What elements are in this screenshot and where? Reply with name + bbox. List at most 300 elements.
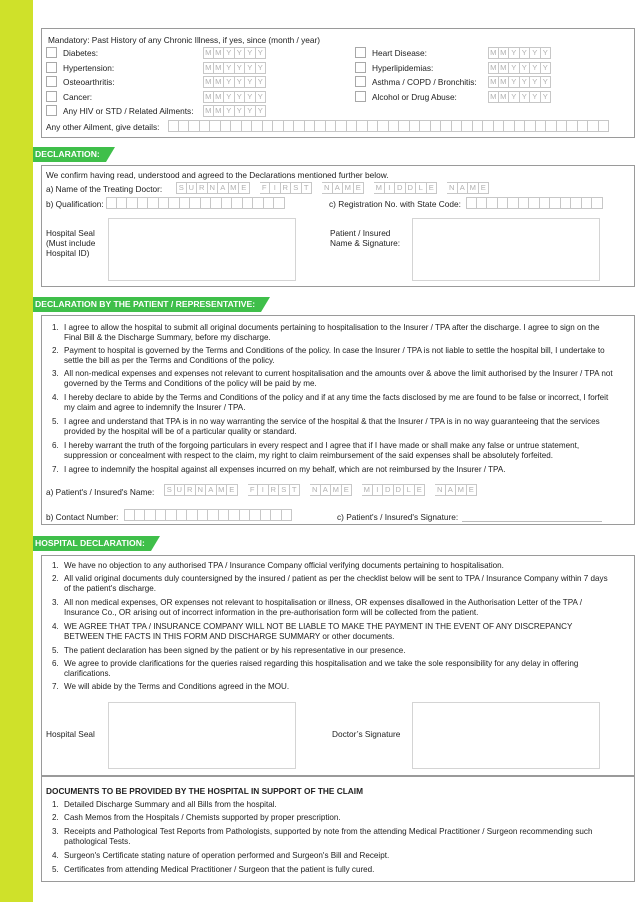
since-date-field[interactable] — [488, 91, 551, 103]
char-cell[interactable]: M — [374, 182, 385, 194]
char-cell[interactable]: Y — [224, 91, 235, 103]
since-date-field[interactable] — [203, 105, 266, 117]
char-cell[interactable] — [498, 197, 509, 209]
banner-arrow — [261, 297, 270, 312]
char-cell[interactable] — [274, 197, 285, 209]
hospital-declaration-section — [41, 555, 635, 776]
char-cell[interactable]: M — [488, 62, 499, 74]
char-cell[interactable] — [159, 197, 170, 209]
char-cell[interactable] — [263, 120, 274, 132]
illness-checkbox[interactable] — [46, 91, 57, 102]
char-cell[interactable]: U — [175, 484, 186, 496]
char-cell[interactable] — [567, 120, 578, 132]
char-cell[interactable]: R — [281, 182, 292, 194]
item-text: The patient declaration has been signed by the patient or by his representative in our presence. — [64, 646, 406, 655]
seal-label-line-1: Hospital Seal — [46, 228, 95, 238]
char-cell[interactable]: Y — [530, 62, 541, 74]
char-cell[interactable]: M — [488, 47, 499, 59]
char-cell[interactable]: Y — [520, 76, 531, 88]
illness-checkbox[interactable] — [355, 47, 366, 58]
chronic-illness-title: Mandatory: Past History of any Chronic Illness, if yes, since (month / year) — [48, 35, 321, 45]
char-cell[interactable]: Y — [245, 91, 256, 103]
char-cell[interactable] — [452, 120, 463, 132]
patient-signature-line[interactable] — [462, 521, 602, 522]
char-cell[interactable] — [599, 120, 610, 132]
char-cell[interactable] — [168, 120, 179, 132]
item-text: We agree to provide clarifications for the queries raised regarding this hospitalisation and we take the sole responsibility for any delay in offering clarifications. — [64, 659, 579, 678]
char-cell[interactable] — [180, 197, 191, 209]
char-cell[interactable] — [588, 120, 599, 132]
since-date-field[interactable] — [488, 62, 551, 74]
item-number: 5. — [52, 417, 59, 426]
char-cell[interactable] — [529, 197, 540, 209]
cell-gap — [425, 484, 435, 496]
char-cell[interactable] — [420, 120, 431, 132]
char-cell[interactable]: M — [488, 91, 499, 103]
char-cell[interactable] — [124, 509, 135, 521]
char-cell[interactable] — [261, 509, 272, 521]
char-cell[interactable] — [389, 120, 400, 132]
char-cell[interactable]: M — [203, 47, 214, 59]
char-cell[interactable]: M — [456, 484, 467, 496]
char-cell[interactable]: Y — [530, 76, 541, 88]
char-cell[interactable] — [431, 120, 442, 132]
doctor-signature-label: Doctor’s Signature — [332, 729, 401, 739]
char-cell[interactable]: Y — [530, 91, 541, 103]
illness-label: Cancer: — [63, 91, 93, 102]
patient-declaration-heading: DECLARATION BY THE PATIENT / REPRESENTATIVE: — [33, 297, 261, 312]
char-cell[interactable] — [515, 120, 526, 132]
char-cell[interactable]: E — [479, 182, 490, 194]
treating-doctor-name-field[interactable] — [176, 182, 489, 194]
char-cell[interactable]: I — [258, 484, 269, 496]
cell-gap — [312, 182, 322, 194]
char-cell[interactable]: Y — [509, 47, 520, 59]
patient-declaration-banner — [33, 297, 270, 312]
char-cell[interactable] — [198, 509, 209, 521]
char-cell[interactable] — [536, 120, 547, 132]
char-cell[interactable]: A — [458, 182, 469, 194]
char-cell[interactable]: Y — [530, 47, 541, 59]
char-cell[interactable] — [462, 120, 473, 132]
char-cell[interactable]: L — [416, 182, 427, 194]
char-cell[interactable]: S — [176, 182, 187, 194]
illness-label: Diabetes: — [63, 48, 99, 58]
since-date-field[interactable] — [203, 76, 266, 88]
banner-arrow — [151, 536, 160, 551]
hospital-declaration-banner — [33, 536, 160, 551]
char-cell[interactable]: D — [395, 182, 406, 194]
char-cell[interactable]: Y — [541, 91, 552, 103]
char-cell[interactable] — [483, 120, 494, 132]
char-cell[interactable]: M — [499, 76, 510, 88]
char-cell[interactable] — [252, 120, 263, 132]
item-text: Detailed Discharge Summary and all Bills from the hospital. — [64, 800, 277, 809]
char-cell[interactable]: A — [333, 182, 344, 194]
char-cell[interactable] — [519, 197, 530, 209]
chronic-illness-section — [41, 28, 635, 138]
char-cell[interactable]: A — [218, 182, 229, 194]
char-cell[interactable]: Y — [541, 76, 552, 88]
char-cell[interactable]: M — [214, 62, 225, 74]
illness-label: Asthma / COPD / Bronchitis: — [372, 77, 477, 88]
char-cell[interactable]: M — [203, 91, 214, 103]
char-cell[interactable] — [156, 509, 167, 521]
char-cell[interactable]: M — [343, 182, 354, 194]
char-cell[interactable]: M — [362, 484, 373, 496]
char-cell[interactable]: Y — [235, 105, 246, 117]
char-cell[interactable]: N — [322, 182, 333, 194]
item-number: 4. — [52, 851, 59, 860]
char-cell[interactable] — [127, 197, 138, 209]
char-cell[interactable] — [201, 197, 212, 209]
char-cell[interactable] — [508, 197, 519, 209]
other-ailment-label: Any other Ailment, give details: — [46, 122, 160, 132]
char-cell[interactable]: E — [467, 484, 478, 496]
char-cell[interactable] — [305, 120, 316, 132]
item-text: Cash Memos from the Hospitals / Chemists supported by proper prescription. — [64, 813, 341, 822]
char-cell[interactable] — [557, 120, 568, 132]
contact-number-field[interactable] — [124, 509, 292, 521]
illness-label: Alcohol or Drug Abuse: — [372, 91, 457, 102]
char-cell[interactable]: D — [394, 484, 405, 496]
hospital-seal-box[interactable] — [108, 218, 296, 281]
char-cell[interactable]: E — [427, 182, 438, 194]
since-date-field[interactable] — [203, 62, 266, 74]
illness-checkbox[interactable] — [355, 76, 366, 87]
char-cell[interactable] — [477, 197, 488, 209]
char-cell[interactable]: R — [269, 484, 280, 496]
char-cell[interactable]: Y — [235, 91, 246, 103]
contact-number-label: b) Contact Number: — [46, 512, 119, 522]
char-cell[interactable] — [222, 197, 233, 209]
char-cell[interactable] — [540, 197, 551, 209]
illness-checkbox[interactable] — [46, 62, 57, 73]
char-cell[interactable]: S — [291, 182, 302, 194]
registration-number-field[interactable] — [466, 197, 603, 209]
illness-checkbox[interactable] — [355, 62, 366, 73]
item-number: 7. — [52, 465, 59, 474]
item-text: I hereby declare to abide by the Terms and Conditions of the policy and if at any time the facts disclosed by me are found to be false or incorrect, I forfeit my claim and agree to indemnify the Insurer / TPA. — [64, 393, 609, 412]
since-date-field[interactable] — [488, 47, 551, 59]
patient-signature-line-label: c) Patient's / Insured's Signature: — [337, 512, 459, 522]
char-cell[interactable] — [592, 197, 603, 209]
hospital-seal-label — [46, 228, 95, 258]
item-number: 2. — [52, 813, 59, 822]
cell-row[interactable] — [168, 120, 609, 132]
char-cell[interactable]: Y — [235, 47, 246, 59]
since-date-field[interactable] — [203, 47, 266, 59]
char-cell[interactable]: F — [260, 182, 271, 194]
item-number: 1. — [52, 561, 59, 570]
char-cell[interactable]: M — [203, 76, 214, 88]
char-cell[interactable] — [221, 120, 232, 132]
char-cell[interactable]: Y — [256, 76, 267, 88]
item-text: I agree to indemnify the hospital against all expenses incurred on my behalf, which are not reimbursed by the Insurer / TPA. — [64, 465, 506, 474]
cell-row[interactable] — [164, 484, 477, 496]
char-cell[interactable]: Y — [224, 62, 235, 74]
char-cell[interactable] — [138, 197, 149, 209]
char-cell[interactable] — [145, 509, 156, 521]
item-number: 1. — [52, 800, 59, 809]
char-cell[interactable] — [399, 120, 410, 132]
item-text: Certificates from attending Medical Practitioner / Surgeon that the patient is fully cured. — [64, 865, 375, 874]
char-cell[interactable]: Y — [224, 47, 235, 59]
illness-label: Hyperlipidemias: — [372, 62, 434, 73]
char-cell[interactable]: Y — [245, 105, 256, 117]
char-cell[interactable]: Y — [509, 91, 520, 103]
char-cell[interactable]: Y — [256, 47, 267, 59]
char-cell[interactable] — [211, 197, 222, 209]
illness-checkbox[interactable] — [46, 76, 57, 87]
item-number: 7. — [52, 682, 59, 691]
char-cell[interactable] — [210, 120, 221, 132]
char-cell[interactable]: I — [373, 484, 384, 496]
item-number: 6. — [52, 441, 59, 450]
char-cell[interactable]: M — [214, 47, 225, 59]
char-cell[interactable]: E — [415, 484, 426, 496]
cell-row[interactable] — [466, 197, 603, 209]
item-number: 6. — [52, 659, 59, 668]
char-cell[interactable] — [148, 197, 159, 209]
item-text: All non medical expenses, OR expenses not relevant to hospitalisation or illness, OR expenses disallowed in the Authorisation Letter of the TPA / Insurance Co., OR arising out of incorrect information in the pre-authorisation form will be collected from the patient. — [64, 598, 582, 617]
char-cell[interactable] — [487, 197, 498, 209]
seal-label-line-2: (Must include — [46, 238, 96, 248]
cell-gap — [352, 484, 362, 496]
char-cell[interactable]: Y — [235, 62, 246, 74]
illness-label: Any HIV or STD / Related Ailments: — [63, 106, 194, 117]
item-number: 1. — [52, 323, 59, 332]
char-cell[interactable] — [169, 197, 180, 209]
char-cell[interactable]: Y — [509, 62, 520, 74]
char-cell[interactable]: I — [385, 182, 396, 194]
cell-gap — [437, 182, 447, 194]
documents-section — [41, 776, 635, 882]
char-cell[interactable]: Y — [256, 91, 267, 103]
qualification-field[interactable] — [106, 197, 285, 209]
char-cell[interactable]: R — [197, 182, 208, 194]
char-cell[interactable]: Y — [520, 47, 531, 59]
since-date-field[interactable] — [203, 91, 266, 103]
char-cell[interactable]: Y — [245, 47, 256, 59]
char-cell[interactable] — [571, 197, 582, 209]
char-cell[interactable] — [368, 120, 379, 132]
char-cell[interactable] — [250, 509, 261, 521]
char-cell[interactable] — [550, 197, 561, 209]
doctor-signature-box[interactable] — [412, 702, 600, 769]
char-cell[interactable]: D — [383, 484, 394, 496]
char-cell[interactable] — [190, 197, 201, 209]
declaration-banner — [33, 147, 115, 162]
char-cell[interactable]: Y — [245, 62, 256, 74]
char-cell[interactable] — [240, 509, 251, 521]
char-cell[interactable]: M — [217, 484, 228, 496]
patient-signature-label — [330, 228, 400, 248]
char-cell[interactable] — [282, 509, 293, 521]
illness-checkbox[interactable] — [46, 105, 57, 116]
char-cell[interactable]: M — [214, 76, 225, 88]
char-cell[interactable] — [494, 120, 505, 132]
char-cell[interactable] — [546, 120, 557, 132]
cell-gap — [300, 484, 310, 496]
since-date-field[interactable] — [488, 76, 551, 88]
hospital-seal-box-2[interactable] — [108, 702, 296, 769]
char-cell[interactable]: A — [206, 484, 217, 496]
char-cell[interactable]: Y — [224, 76, 235, 88]
char-cell[interactable]: N — [447, 182, 458, 194]
char-cell[interactable] — [326, 120, 337, 132]
item-number: 2. — [52, 574, 59, 583]
char-cell[interactable]: L — [404, 484, 415, 496]
char-cell[interactable] — [135, 509, 146, 521]
char-cell[interactable]: D — [406, 182, 417, 194]
char-cell[interactable] — [166, 509, 177, 521]
item-text: We have no objection to any authorised TPA / Insurance Company official verifying documents pertaining to hospitalisation. — [64, 561, 504, 570]
patient-name-field[interactable] — [164, 484, 477, 496]
cell-gap — [250, 182, 260, 194]
char-cell[interactable]: M — [499, 91, 510, 103]
char-cell[interactable] — [410, 120, 421, 132]
char-cell[interactable]: M — [499, 62, 510, 74]
char-cell[interactable]: Y — [509, 76, 520, 88]
char-cell[interactable] — [242, 120, 253, 132]
item-text: I agree and understand that TPA is in no way warranting the service of the hospital & that the Insurer / TPA is in no way guaranteeing that the services provided by the hospital will be of a particular quality or standard. — [64, 417, 600, 436]
char-cell[interactable]: Y — [235, 76, 246, 88]
char-cell[interactable] — [466, 197, 477, 209]
char-cell[interactable]: N — [196, 484, 207, 496]
cell-row[interactable] — [106, 197, 285, 209]
item-number: 4. — [52, 622, 59, 631]
char-cell[interactable] — [264, 197, 275, 209]
banner-arrow — [106, 147, 115, 162]
char-cell[interactable]: S — [279, 484, 290, 496]
char-cell[interactable]: M — [203, 105, 214, 117]
char-cell[interactable] — [177, 509, 188, 521]
char-cell[interactable]: Y — [520, 91, 531, 103]
char-cell[interactable] — [208, 509, 219, 521]
char-cell[interactable] — [179, 120, 190, 132]
char-cell[interactable]: T — [302, 182, 313, 194]
cell-row[interactable] — [124, 509, 292, 521]
char-cell[interactable]: N — [310, 484, 321, 496]
char-cell[interactable] — [253, 197, 264, 209]
char-cell[interactable]: F — [248, 484, 259, 496]
char-cell[interactable]: Y — [256, 105, 267, 117]
other-ailment-field[interactable] — [168, 120, 609, 132]
char-cell[interactable] — [294, 120, 305, 132]
illness-label: Osteoarthritis: — [63, 77, 115, 88]
char-cell[interactable] — [473, 120, 484, 132]
char-cell[interactable]: M — [229, 182, 240, 194]
declaration-confirm-text: We confirm having read, understood and agreed to the Declarations mentioned further below. — [46, 170, 389, 180]
registration-label: c) Registration No. with State Code: — [329, 199, 461, 209]
char-cell[interactable] — [525, 120, 536, 132]
declaration-heading: DECLARATION: — [33, 147, 106, 162]
char-cell[interactable] — [187, 509, 198, 521]
char-cell[interactable]: A — [446, 484, 457, 496]
char-cell[interactable] — [271, 509, 282, 521]
char-cell[interactable]: Y — [256, 62, 267, 74]
char-cell[interactable]: M — [499, 47, 510, 59]
char-cell[interactable]: N — [435, 484, 446, 496]
item-text: WE AGREE THAT TPA / INSURANCE COMPANY WILL NOT BE LIABLE TO MAKE THE PAYMENT IN THE EVENT OF ANY DISCREPANCY BETWEEN THE FACTS IN THIS FORM AND DISCHARGE SUMMARY or other documents. — [64, 622, 573, 641]
documents-heading: DOCUMENTS TO BE PROVIDED BY THE HOSPITAL IN SUPPORT OF THE CLAIM — [46, 786, 363, 796]
char-cell[interactable]: Y — [224, 105, 235, 117]
item-text: We will abide by the Terms and Conditions agreed in the MOU. — [64, 682, 290, 691]
hospital-seal-label-2: Hospital Seal — [46, 729, 95, 739]
char-cell[interactable] — [284, 120, 295, 132]
char-cell[interactable]: M — [488, 76, 499, 88]
char-cell[interactable] — [243, 197, 254, 209]
char-cell[interactable] — [347, 120, 358, 132]
char-cell[interactable] — [273, 120, 284, 132]
char-cell[interactable]: E — [227, 484, 238, 496]
char-cell[interactable] — [200, 120, 211, 132]
item-number: 5. — [52, 865, 59, 874]
char-cell[interactable] — [578, 120, 589, 132]
char-cell[interactable] — [106, 197, 117, 209]
cell-row[interactable] — [176, 182, 489, 194]
item-text: Payment to hospital is governed by the Terms and Conditions of the policy. In case the Insurer / TPA is not liable to settle the hospital bill, I undertake to settle the bill as per the Terms and Conditions of the policy. — [64, 346, 605, 365]
illness-checkbox[interactable] — [46, 47, 57, 58]
char-cell[interactable] — [582, 197, 593, 209]
char-cell[interactable] — [232, 197, 243, 209]
patient-signature-box[interactable] — [412, 218, 600, 281]
char-cell[interactable]: E — [354, 182, 365, 194]
char-cell[interactable]: N — [208, 182, 219, 194]
char-cell[interactable] — [229, 509, 240, 521]
char-cell[interactable]: Y — [520, 62, 531, 74]
char-cell[interactable] — [357, 120, 368, 132]
char-cell[interactable]: E — [342, 484, 353, 496]
item-text: Surgeon's Certificate stating nature of operation performed and Surgeon's Bill and Receipt. — [64, 851, 390, 860]
char-cell[interactable]: M — [214, 105, 225, 117]
char-cell[interactable] — [231, 120, 242, 132]
char-cell[interactable]: E — [239, 182, 250, 194]
char-cell[interactable]: M — [468, 182, 479, 194]
char-cell[interactable]: Y — [245, 76, 256, 88]
char-cell[interactable] — [219, 509, 230, 521]
char-cell[interactable]: Y — [541, 47, 552, 59]
char-cell[interactable]: U — [187, 182, 198, 194]
char-cell[interactable]: S — [164, 484, 175, 496]
illness-label: Hypertension: — [63, 62, 115, 73]
char-cell[interactable]: I — [270, 182, 281, 194]
char-cell[interactable]: Y — [541, 62, 552, 74]
char-cell[interactable]: R — [185, 484, 196, 496]
char-cell[interactable]: M — [214, 91, 225, 103]
char-cell[interactable] — [336, 120, 347, 132]
illness-checkbox[interactable] — [355, 91, 366, 102]
char-cell[interactable]: M — [331, 484, 342, 496]
char-cell[interactable] — [378, 120, 389, 132]
char-cell[interactable] — [315, 120, 326, 132]
side-accent-stripe — [0, 0, 33, 902]
char-cell[interactable] — [561, 197, 572, 209]
char-cell[interactable] — [189, 120, 200, 132]
illness-label: Heart Disease: — [372, 48, 427, 58]
qualification-label: b) Qualification: — [46, 199, 104, 209]
char-cell[interactable] — [504, 120, 515, 132]
char-cell[interactable]: M — [203, 62, 214, 74]
cell-gap — [238, 484, 248, 496]
item-number: 3. — [52, 827, 59, 836]
char-cell[interactable] — [117, 197, 128, 209]
item-number: 2. — [52, 346, 59, 355]
char-cell[interactable] — [441, 120, 452, 132]
char-cell[interactable]: T — [290, 484, 301, 496]
char-cell[interactable]: A — [321, 484, 332, 496]
